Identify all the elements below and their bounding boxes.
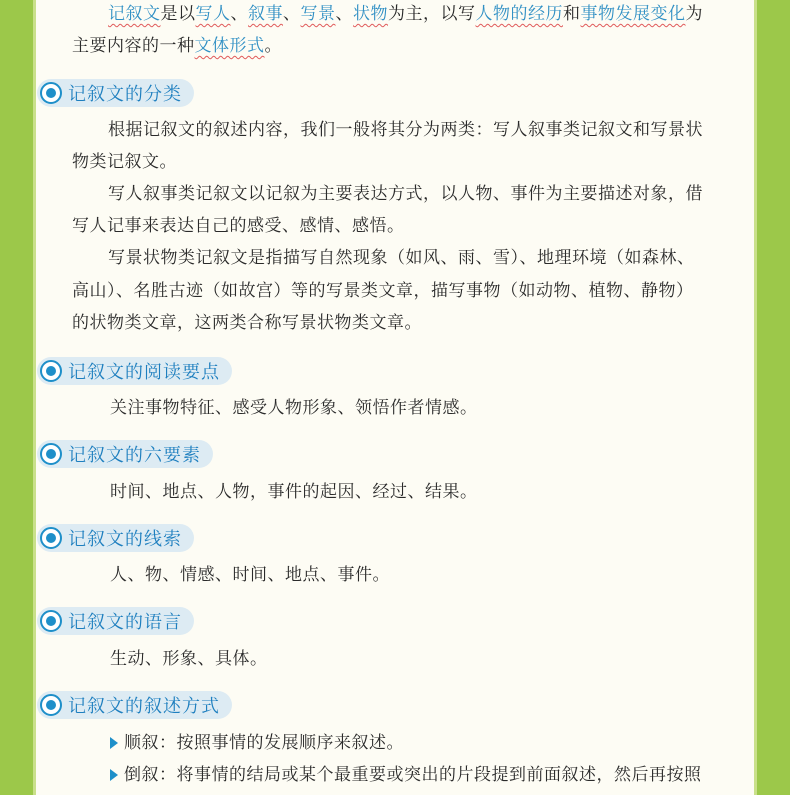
narration-item-text: 倒叙：将事情的结局或某个最重要或突出的片段提到前面叙述，然后再按照	[124, 765, 702, 785]
classification-para3-line3: 的状物类文章，这两类合称写景状物类文章。	[72, 313, 422, 333]
heading-narration	[37, 691, 232, 719]
heading-clues	[37, 524, 194, 552]
classification-para1-line2: 物类记叙文。	[72, 152, 177, 172]
heading-classification	[37, 79, 194, 107]
intro-text: 、	[283, 4, 301, 24]
language-text: 生动、形象、具体。	[110, 649, 268, 669]
heading-language	[37, 607, 194, 635]
heading-label: 记叙文的线索	[68, 529, 182, 550]
classification-para2-line2: 写人记事来表达自己的感受、感情、感悟。	[72, 216, 405, 236]
intro-text: 为主，以写	[388, 4, 476, 24]
target-circle-icon	[40, 82, 62, 104]
classification-para2-line1: 写人叙事类记叙文以记叙为主要表达方式，以人物、事件为主要描述对象，借	[108, 184, 703, 204]
heading-label: 记叙文的阅读要点	[68, 362, 220, 383]
heading-label: 记叙文的分类	[68, 84, 182, 105]
heading-label: 记叙文的语言	[68, 612, 182, 633]
term-genre-form: 文体形式	[194, 36, 265, 56]
target-circle-icon	[40, 527, 62, 549]
intro-text: 、	[230, 4, 248, 24]
heading-reading-points	[37, 357, 232, 385]
classification-para1-line1: 根据记叙文的叙述内容，我们一般将其分为两类：写人叙事类记叙文和写景状	[108, 120, 703, 140]
heading-label: 记叙文的叙述方式	[68, 696, 220, 717]
intro-text: 。	[264, 36, 282, 56]
heading-label: 记叙文的六要素	[68, 445, 201, 466]
narration-item-1	[110, 733, 404, 753]
narration-item-2	[110, 765, 702, 785]
term-write-scenery: 写景	[300, 4, 336, 24]
intro-line-2	[72, 36, 282, 56]
term-thing-development: 事物发展变化	[580, 4, 686, 24]
intro-text: 主要内容的一种	[72, 36, 195, 56]
term-narrative: 记叙文	[108, 4, 161, 24]
term-write-person: 写人	[195, 4, 231, 24]
term-narrate-event: 叙事	[248, 4, 283, 24]
six-elements-text: 时间、地点、人物，事件的起因、经过、结果。	[110, 482, 478, 502]
heading-six-elements	[37, 440, 213, 468]
clues-text: 人、物、情感、时间、地点、事件。	[110, 565, 390, 585]
intro-text: 是以	[160, 4, 196, 24]
intro-text: 为	[685, 4, 703, 24]
triangle-right-icon	[110, 769, 118, 781]
intro-text: 、	[335, 4, 353, 24]
target-circle-icon	[40, 610, 62, 632]
triangle-right-icon	[110, 737, 118, 749]
term-describe-object: 状物	[353, 4, 388, 24]
target-circle-icon	[40, 360, 62, 382]
classification-para3-line1: 写景状物类记叙文是指描写自然现象（如风、雨、雪）、地理环境（如森林、	[108, 248, 695, 268]
target-circle-icon	[40, 694, 62, 716]
reading-points-text: 关注事物特征、感受人物形象、领悟作者情感。	[110, 398, 478, 418]
intro-line-1	[108, 4, 703, 24]
intro-text: 和	[563, 4, 581, 24]
narration-item-text: 顺叙：按照事情的发展顺序来叙述。	[124, 733, 404, 753]
term-person-experience: 人物的经历	[475, 4, 563, 24]
target-circle-icon	[40, 443, 62, 465]
classification-para3-line2: 高山）、名胜古迹（如故宫）等的写景类文章，描写事物（如动物、植物、静物）	[72, 281, 694, 301]
